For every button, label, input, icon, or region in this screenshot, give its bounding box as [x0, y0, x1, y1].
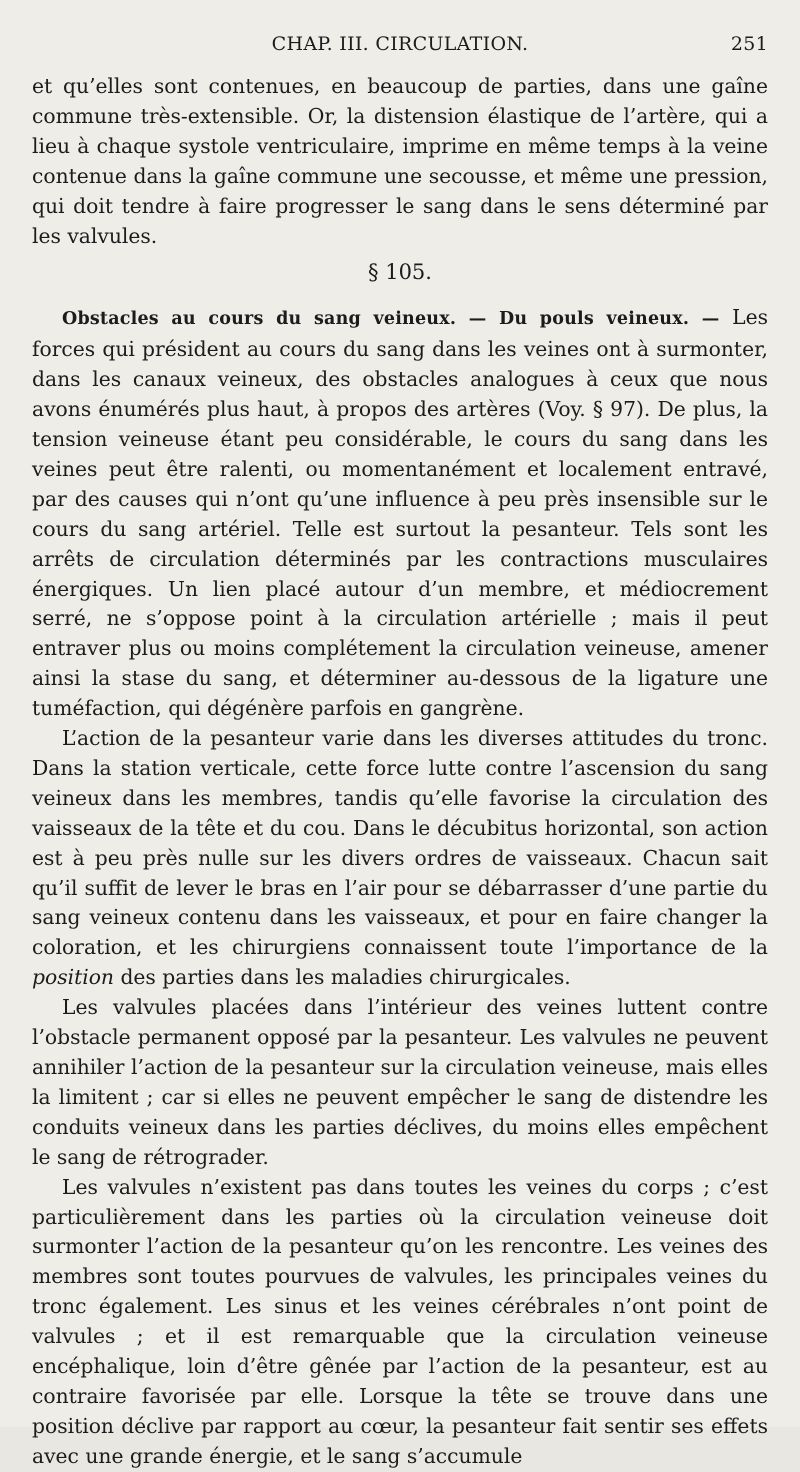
paragraph-obstacles [32, 303, 768, 724]
paragraph-veines: Les valvules n’existent pas dans toutes les veines du corps ; c’est particulièrement dans les parties où la circulation veineuse doit surmonter l’action de la pesanteur qu’on les rencontre. Les veines des membres sont toutes pourvues de valvules, les principales veines du tronc également. Les sinus et les veines cérébrales n’ont point de valvules ; et il est remarquable que la circulation veineuse encéphalique, loin d’être gênée par l’action de la pesanteur, est au contraire favorisée par elle. Lorsque la tête se trouve dans une position déclive par rapport au cœur, la pesanteur fait sentir ses effets avec une grande énergie, et le sang s’accumule [32, 1174, 768, 1468]
section-heading: Obstacles au cours du sang veineux. — Du pouls veineux. — [62, 309, 720, 330]
paragraph-pesanteur-end: des parties dans les maladies chirurgicales. [114, 965, 571, 990]
paragraph-pesanteur-text: L’action de la pesanteur varie dans les diverses attitudes du tronc. Dans la station verticale, cette force lutte contre l’ascension du sang veineux dans les membres, tandis qu’elle favorise la circulation des vaisseaux de la tête et du cou. Dans le décubitus horizontal, son action est à peu près nulle sur les divers ordres de vaisseaux. Chacun sait qu’il suffit de lever le bras en l’air pour se débarrasser d’une partie du sang veineux contenu dans les vaisseaux, et pour en faire changer la coloration, et les chirurgiens connaissent toute l’importance de la [32, 726, 768, 960]
paragraph-obstacles-text: Les forces qui président au cours du sang dans les veines ont à surmonter, dans les canaux veineux, des obstacles analogues à ceux que nous avons énumérés plus haut, à propos des artères (Voy. § 97). De plus, la tension veineuse étant peu considérable, le cours du sang dans les veines peut être ralenti, ou momentanément et localement entravé, par des causes qui n’ont qu’une influence à peu près insensible sur le cours du sang artériel. Telle est surtout la pesanteur. Tels sont les arrêts de circulation déterminés par les contractions musculaires énergiques. Un lien placé autour d’un membre, et médiocrement serré, ne s’oppose point à la circulation artérielle ; mais il peut entraver plus ou moins complétement la circulation veineuse, amener ainsi la stase du sang, et déterminer au-dessous de la ligature une tuméfaction, qui dégénère parfois en gangrène. [32, 305, 768, 721]
paragraph-continuation: et qu’elles sont contenues, en beaucoup de parties, dans une gaîne commune très-extensible. Or, la distension élastique de l’artère, qui a lieu à chaque systole ventriculaire, imprime en même temps à la veine contenue dans la gaîne commune une secousse, et même une pression, qui doit tendre à faire progresser le sang dans le sens déterminé par les valvules. [32, 74, 768, 248]
section-number: § 105. [368, 260, 432, 285]
running-title: CHAP. III. CIRCULATION. [271, 33, 529, 55]
page-header [32, 33, 768, 63]
italic-term: position [32, 965, 114, 990]
page-body [32, 72, 768, 1472]
paragraph-pesanteur [32, 724, 768, 993]
paragraph-valvules: Les valvules placées dans l’intérieur des veines luttent contre l’obstacle permanent opposé par la pesanteur. Les valvules ne peuvent annihiler l’action de la pesanteur sur la circulation veineuse, mais elles la limitent ; car si elles ne peuvent empêcher le sang de distendre les conduits veineux dans les parties déclives, du moins elles empêchent le sang de rétrograder. [32, 995, 768, 1169]
page-number: 251 [730, 33, 768, 55]
